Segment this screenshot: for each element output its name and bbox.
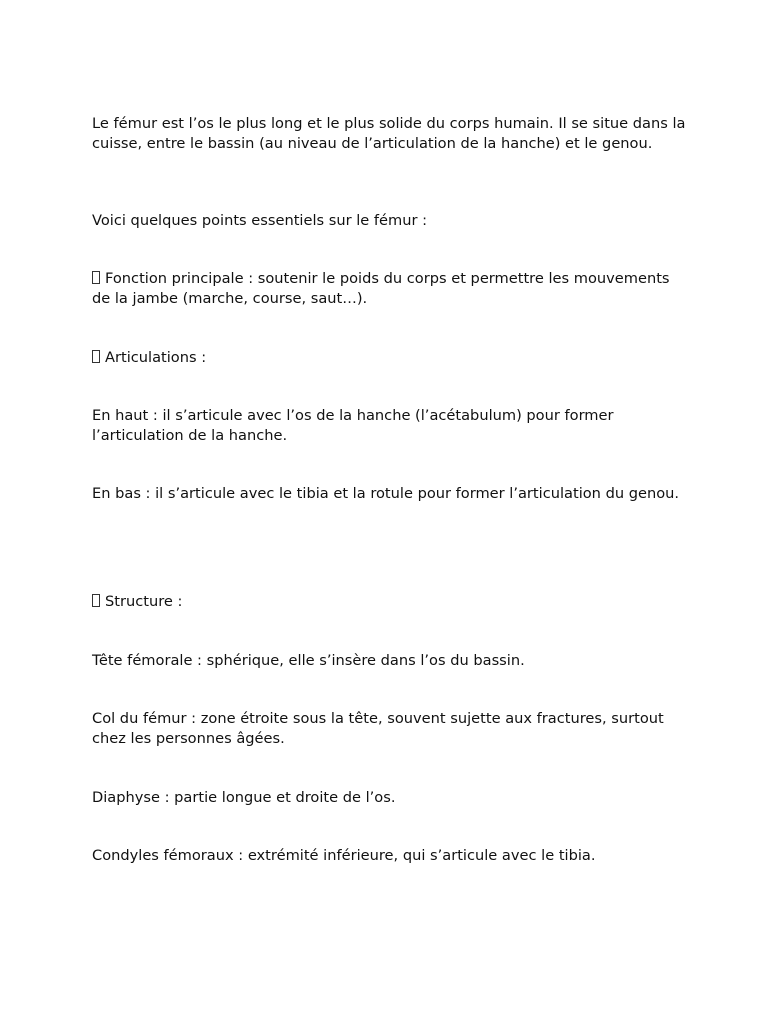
- points-intro-paragraph: Voici quelques points essentiels sur le fémur :: [92, 212, 428, 229]
- missing-glyph-box-icon: [92, 271, 100, 284]
- en-haut-paragraph: En haut : il s’articule avec l’os de la hanche (l’acétabulum) pour former l’articulation de la hanche.: [92, 407, 614, 444]
- articulations-heading: [92, 348, 692, 368]
- missing-glyph-box-icon: [92, 350, 100, 363]
- condyles-paragraph: Condyles fémoraux : extrémité inférieure, qui s’articule avec le tibia.: [92, 847, 596, 864]
- fonction-paragraph: [92, 269, 692, 309]
- articulations-heading-text: Articulations :: [105, 349, 207, 366]
- tete-paragraph: Tête fémorale : sphérique, elle s’insère dans l’os du bassin.: [92, 652, 525, 669]
- intro-paragraph: Le fémur est l’os le plus long et le plus solide du corps humain. Il se situe dans la cuisse, entre le bassin (au niveau de l’articulation de la hanche) et le genou.: [92, 115, 686, 152]
- diaphyse-paragraph: Diaphyse : partie longue et droite de l’os.: [92, 789, 396, 806]
- col-paragraph: Col du fémur : zone étroite sous la tête, souvent sujette aux fractures, surtout chez les personnes âgées.: [92, 710, 664, 747]
- structure-heading-text: Structure :: [105, 593, 183, 610]
- structure-heading: [92, 592, 692, 612]
- fonction-text: Fonction principale : soutenir le poids du corps et permettre les mouvements de la jambe (marche, course, saut…).: [92, 270, 670, 307]
- en-bas-paragraph: En bas : il s’articule avec le tibia et la rotule pour former l’articulation du genou.: [92, 485, 680, 502]
- missing-glyph-box-icon: [92, 594, 100, 607]
